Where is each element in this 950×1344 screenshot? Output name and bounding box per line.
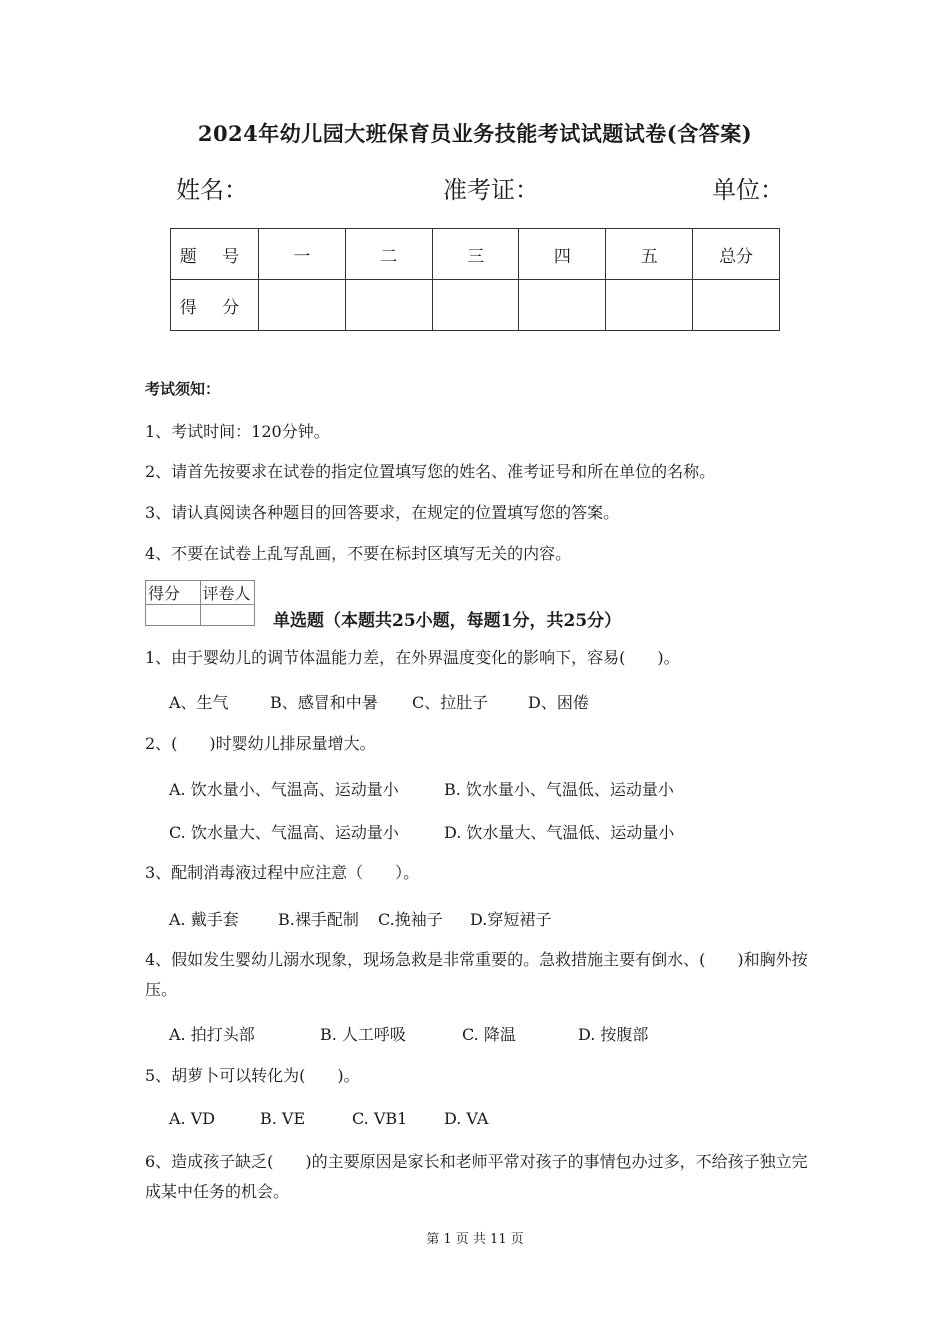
option: D. 按腹部 <box>578 1025 649 1044</box>
grader-table-grader-label: 评卷人 <box>200 581 255 605</box>
notice-item: 4、不要在试卷上乱写乱画，不要在标封区填写无关的内容。 <box>145 544 572 563</box>
option: A. 饮水量小、气温高、运动量小 <box>169 780 399 799</box>
score-table-col-total: 总分 <box>693 229 780 280</box>
score-cell <box>432 280 519 331</box>
option: D. 饮水量大、气温低、运动量小 <box>444 823 675 842</box>
score-table-col-4: 四 <box>519 229 606 280</box>
score-table-col-1: 一 <box>259 229 346 280</box>
score-table-header-label: 题 号 <box>171 229 259 280</box>
option: A. 戴手套 <box>169 910 239 929</box>
question-text: 6、造成孩子缺乏( )的主要原因是家长和老师平常对孩子的事情包办过多，不给孩子独立完成某中任务的机会。 <box>145 1152 808 1201</box>
score-table-score-label: 得 分 <box>171 280 259 331</box>
exam-id-field-label: 准考证： <box>443 176 539 204</box>
option: A、生气 <box>169 693 229 712</box>
name-field-label: 姓名： <box>176 176 248 204</box>
option: D. VA <box>444 1109 489 1128</box>
question-text: 5、胡萝卜可以转化为( )。 <box>145 1066 360 1085</box>
question-text: 4、假如发生婴幼儿溺水现象，现场急救是非常重要的。急救措施主要有倒水、( )和胸外按压。 <box>145 950 808 999</box>
option: A. 拍打头部 <box>169 1025 255 1044</box>
score-table <box>170 228 780 331</box>
question-text: 1、由于婴幼儿的调节体温能力差，在外界温度变化的影响下，容易( )。 <box>145 648 680 667</box>
unit-field-label: 单位： <box>712 176 784 204</box>
grader-table-score-label: 得分 <box>146 581 201 605</box>
option: A. VD <box>169 1109 216 1128</box>
notice-item: 2、请首先按要求在试卷的指定位置填写您的姓名、准考证号和所在单位的名称。 <box>145 462 716 481</box>
score-table-col-2: 二 <box>345 229 432 280</box>
option: D.穿短裙子 <box>470 910 552 929</box>
option: B、感冒和中暑 <box>270 693 378 712</box>
option: C. 降温 <box>462 1025 516 1044</box>
score-cell <box>259 280 346 331</box>
option: B. VE <box>260 1109 306 1128</box>
option: B.裸手配制 <box>278 910 359 929</box>
option: C.挽袖子 <box>378 910 443 929</box>
score-cell <box>693 280 780 331</box>
grader-table <box>145 580 255 626</box>
option: B. 饮水量小、气温低、运动量小 <box>444 780 674 799</box>
notice-title: 考试须知： <box>145 380 221 398</box>
option: D、困倦 <box>528 693 589 712</box>
score-cell <box>345 280 432 331</box>
score-table-col-3: 三 <box>432 229 519 280</box>
section-title: 单选题（本题共25小题，每题1分，共25分） <box>273 611 622 631</box>
option: C、拉肚子 <box>412 693 489 712</box>
notice-item: 1、考试时间：120分钟。 <box>145 422 330 441</box>
grader-cell <box>146 605 201 626</box>
notice-item: 3、请认真阅读各种题目的回答要求，在规定的位置填写您的答案。 <box>145 503 620 522</box>
score-table-header-row <box>171 229 780 280</box>
score-cell <box>606 280 693 331</box>
score-table-col-5: 五 <box>606 229 693 280</box>
question-text: 2、( )时婴幼儿排尿量增大。 <box>145 734 376 753</box>
option: C. 饮水量大、气温高、运动量小 <box>169 823 399 842</box>
option: C. VB1 <box>352 1109 408 1128</box>
score-cell <box>519 280 606 331</box>
page-title: 2024年幼儿园大班保育员业务技能考试试题试卷(含答案) <box>197 121 753 146</box>
score-table-score-row <box>171 280 780 331</box>
page-footer: 第 1 页 共 11 页 <box>426 1232 524 1247</box>
option: B. 人工呼吸 <box>320 1025 406 1044</box>
grader-cell <box>200 605 255 626</box>
question-text: 3、配制消毒液过程中应注意（ ）。 <box>145 863 420 882</box>
